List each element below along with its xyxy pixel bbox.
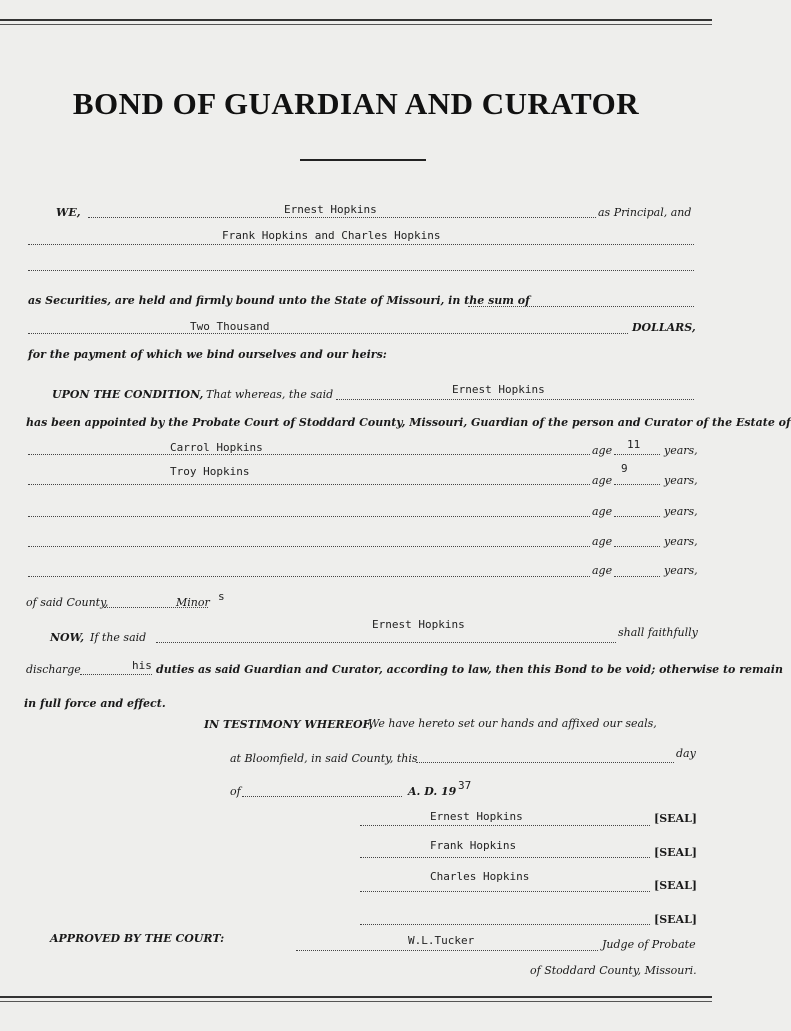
- condition-name: Ernest Hopkins: [452, 383, 545, 396]
- duties-text: duties as said Guardian and Curator, according to law, then this Bond to be void; otherwise to remain: [156, 663, 783, 676]
- signature-name: Ernest Hopkins: [430, 810, 523, 823]
- top-rule-thin: [0, 24, 712, 25]
- testimony-text: We have hereto set our hands and affixed our seals,: [368, 717, 657, 730]
- bottom-rule: [0, 996, 712, 998]
- appointed-text: has been appointed by the Probate Court of Stoddard County, Missouri, Guardian of the person and Curator of the Estate of: [26, 416, 791, 429]
- age-line: [614, 454, 660, 455]
- condition-label: UPON THE CONDITION,: [52, 388, 204, 401]
- blank-line: [28, 270, 694, 271]
- county-footer: of Stoddard County, Missouri.: [530, 964, 697, 977]
- principal-line: [88, 217, 596, 218]
- now-label: NOW,: [50, 631, 85, 644]
- full-force-text: in full force and effect.: [24, 697, 166, 710]
- age-label: age: [592, 444, 613, 457]
- document-title: BOND OF GUARDIAN AND CURATOR: [72, 86, 640, 121]
- now-name: Ernest Hopkins: [372, 618, 465, 631]
- his-text: his: [132, 659, 152, 672]
- testimony-label: IN TESTIMONY WHEREOF,: [204, 718, 374, 731]
- minor-name: Troy Hopkins: [170, 465, 250, 478]
- minor-name-line: [28, 546, 590, 547]
- years-label: years,: [664, 505, 698, 518]
- years-label: years,: [664, 474, 698, 487]
- age-line: [614, 546, 660, 547]
- minor-label: Minor: [176, 596, 210, 609]
- years-label: years,: [664, 564, 698, 577]
- seal-label: [SEAL]: [654, 846, 698, 859]
- minor-name-line: [28, 484, 590, 485]
- securities-line: [28, 244, 694, 245]
- age-line: [614, 576, 660, 577]
- age-label: age: [592, 505, 613, 518]
- seal-label: [SEAL]: [654, 812, 698, 825]
- county-label: of said County,: [26, 596, 109, 609]
- condition-line: [336, 399, 694, 400]
- day-line: [416, 762, 674, 763]
- signature-dots: [360, 891, 650, 892]
- bloomfield-text: at Bloomfield, in said County, this: [230, 752, 418, 765]
- age-label: age: [592, 564, 613, 577]
- judge-name: W.L.Tucker: [408, 934, 475, 947]
- age-label: age: [592, 535, 613, 548]
- securities-names: Frank Hopkins and Charles Hopkins: [222, 229, 441, 242]
- years-label: years,: [664, 535, 698, 548]
- signature-name: Frank Hopkins: [430, 839, 517, 852]
- minor-name: Carrol Hopkins: [170, 441, 263, 454]
- minor-name-line: [28, 454, 590, 455]
- sum-amount: Two Thousand: [190, 320, 270, 333]
- discharge-line: [80, 674, 152, 675]
- now-line: [156, 642, 616, 643]
- of-label: of: [230, 785, 241, 798]
- we-label: WE,: [56, 206, 81, 219]
- condition-text: That whereas, the said: [206, 388, 334, 401]
- year-suffix: 37: [458, 779, 472, 792]
- minor-name-line: [28, 576, 590, 577]
- seal-label: [SEAL]: [654, 879, 698, 892]
- signature-name: Charles Hopkins: [430, 870, 530, 883]
- minor-age: 11: [627, 438, 641, 451]
- sum-line-1: [468, 306, 694, 307]
- as-principal-label: as Principal, and: [598, 206, 692, 219]
- title-underline: [300, 159, 426, 161]
- signature-dots: [360, 857, 650, 858]
- minor-suffix: s: [218, 590, 225, 603]
- dollars-label: DOLLARS,: [632, 321, 696, 334]
- top-rule: [0, 19, 712, 21]
- age-line: [614, 484, 660, 485]
- day-label: day: [676, 747, 696, 760]
- signature-dots: [360, 825, 650, 826]
- signature-dots: [360, 924, 650, 925]
- payment-text: for the payment of which we bind ourselves and our heirs:: [28, 348, 387, 361]
- judge-line: [296, 950, 598, 951]
- seal-label: [SEAL]: [654, 913, 698, 926]
- minor-age: 9: [621, 462, 628, 475]
- month-line: [242, 796, 402, 797]
- if-said-label: If the said: [90, 631, 147, 644]
- faithfully-label: shall faithfully: [618, 626, 698, 639]
- securities-text: as Securities, are held and firmly bound unto the State of Missouri, in the sum of: [28, 294, 530, 307]
- approved-label: APPROVED BY THE COURT:: [50, 932, 225, 945]
- ad-label: A. D. 19: [408, 785, 457, 798]
- years-label: years,: [664, 444, 698, 457]
- principal-name: Ernest Hopkins: [284, 203, 377, 216]
- judge-label: Judge of Probate: [602, 938, 696, 951]
- minor-name-line: [28, 516, 590, 517]
- sum-line-2: [28, 333, 628, 334]
- age-label: age: [592, 474, 613, 487]
- age-line: [614, 516, 660, 517]
- discharge-label: discharge: [26, 663, 81, 676]
- bottom-rule-thin: [0, 1001, 712, 1002]
